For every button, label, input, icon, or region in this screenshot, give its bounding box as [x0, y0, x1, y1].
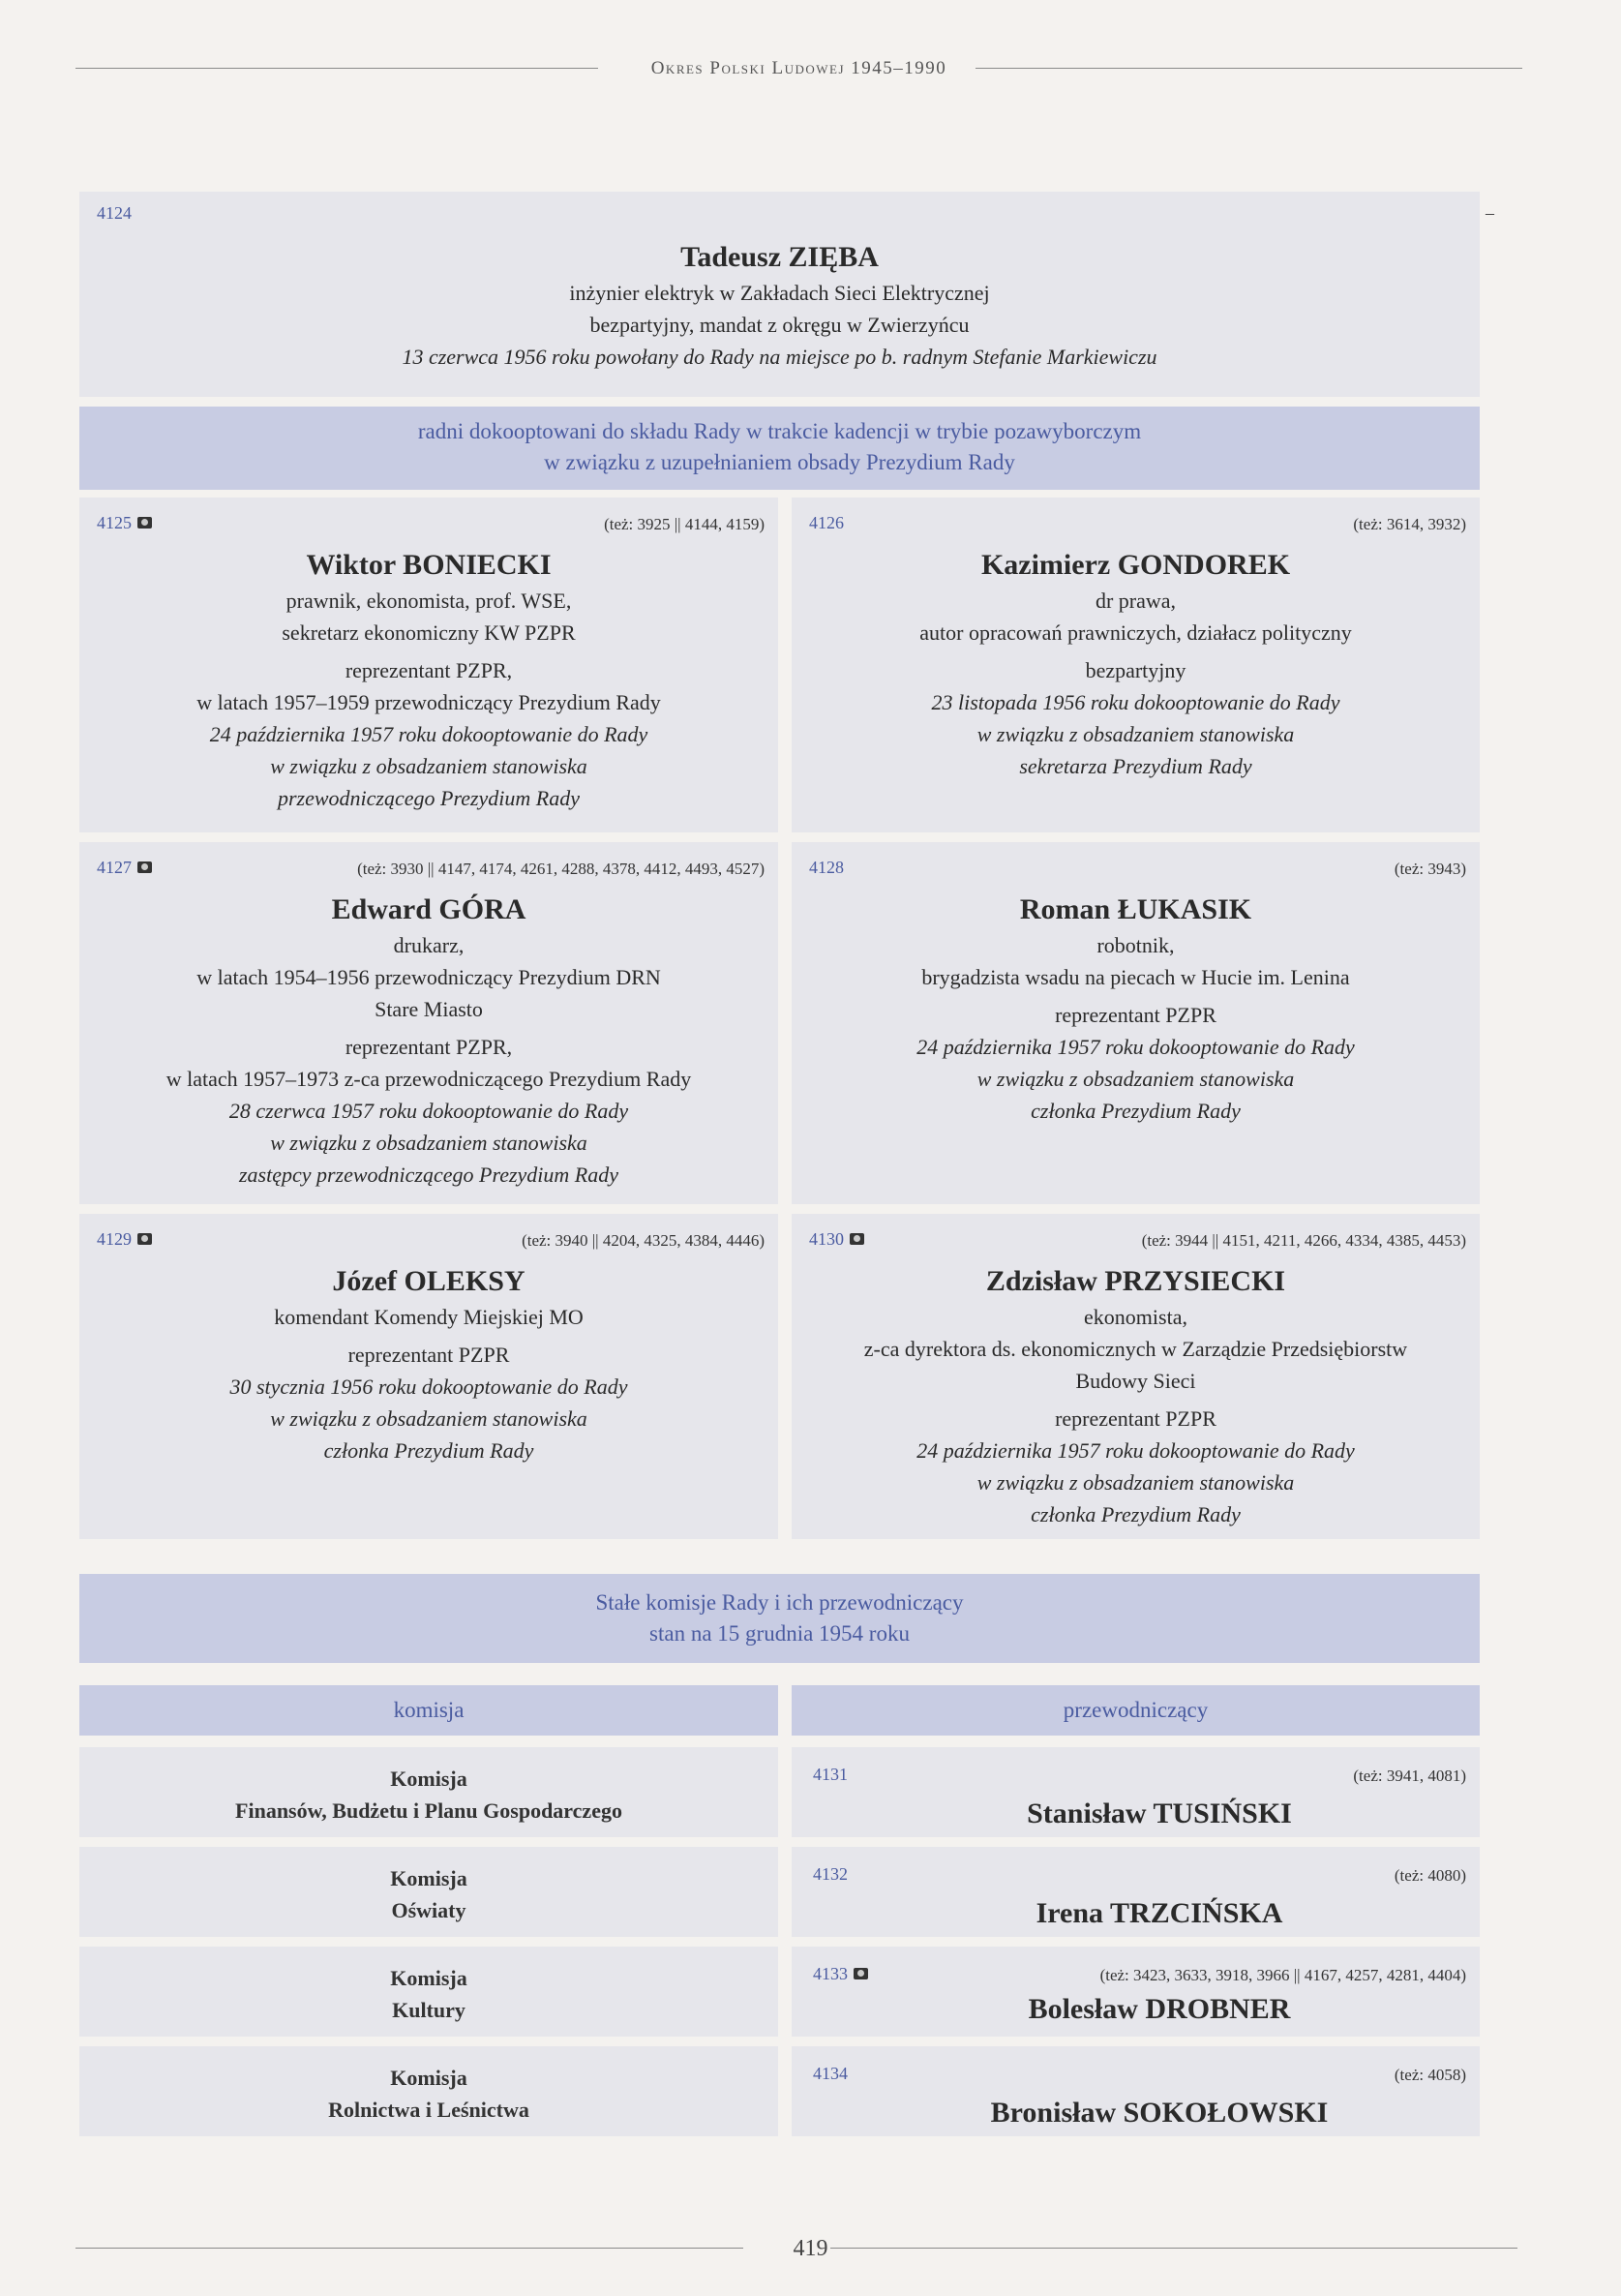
cross-reference: (też: 4058): [1394, 2066, 1466, 2084]
cooptation-note: w związku z obsadzaniem stanowiska: [976, 1470, 1295, 1495]
person-name: Roman ŁUKASIK: [1019, 893, 1252, 925]
chair-name: Bolesław DROBNER: [1028, 1993, 1291, 2025]
chair-name: Irena TRZCIŃSKA: [1036, 1897, 1283, 1929]
entry-body: [792, 891, 1480, 1127]
occupation-line: autor opracowań prawniczych, działacz polityczny: [919, 620, 1352, 645]
dash: –: [1486, 203, 1494, 223]
cooptation-note: przewodniczącego Prezydium Rady: [277, 786, 580, 810]
cooptation-note: członka Prezydium Rady: [323, 1438, 534, 1463]
occupation-line: brygadzista wsadu na piecach w Hucie im. Lenina: [921, 965, 1350, 989]
band-line-1: radni dokooptowani do składu Rady w trakcie kadencji w trybie pozawyborczym: [417, 419, 1142, 443]
appointment-note: 13 czerwca 1956 roku powołany do Rady na miejsce po b. radnym Stefanie Markiewiczu: [402, 345, 1157, 369]
occupation-line: Budowy Sieci: [1075, 1369, 1196, 1393]
entry-number: 4132: [813, 1864, 848, 1884]
page-number: 419: [793, 2236, 828, 2261]
band2-line-2: stan na 15 grudnia 1954 roku: [649, 1621, 910, 1646]
person-name: Kazimierz GONDOREK: [980, 549, 1291, 581]
party-line: reprezentant PZPR,: [345, 1035, 513, 1059]
cooptation-note: w związku z obsadzaniem stanowiska: [270, 754, 587, 778]
cross-reference: (też: 3944 || 4151, 4211, 4266, 4334, 4385, 4453): [1141, 1231, 1466, 1250]
entry-4124-body: [79, 238, 1480, 373]
party-line: w latach 1957–1959 przewodniczący Prezydium Rady: [196, 690, 661, 714]
entry-number: 4126: [809, 513, 844, 532]
party-line: reprezentant PZPR: [1055, 1003, 1216, 1027]
occupation-line: w latach 1954–1956 przewodniczący Prezydium DRN: [196, 965, 661, 989]
cross-reference: (też: 4080): [1394, 1866, 1466, 1885]
entry-body: [79, 891, 778, 1191]
party-line: w latach 1957–1973 z-ca przewodniczącego Prezydium Rady: [165, 1067, 692, 1091]
cooptation-note: 24 października 1957 roku dokooptowanie do Rady: [916, 1035, 1355, 1059]
entry-number: 4129: [97, 1229, 152, 1250]
cooptation-note: w związku z obsadzaniem stanowiska: [270, 1406, 587, 1431]
entry-number: 4127: [97, 858, 152, 878]
occupation-line: robotnik,: [1096, 933, 1175, 957]
entry-body: [79, 1262, 778, 1466]
person-name: Zdzisław PRZYSIECKI: [985, 1265, 1286, 1297]
cooptation-note: sekretarza Prezydium Rady: [1019, 754, 1252, 778]
entry-body: [792, 1262, 1480, 1530]
person-name: Tadeusz ZIĘBA: [680, 241, 879, 273]
camera-icon: [137, 861, 152, 873]
person-name: Józef OLEKSY: [332, 1265, 525, 1297]
party-line: reprezentant PZPR,: [345, 658, 513, 682]
cooptation-note: w związku z obsadzaniem stanowiska: [976, 722, 1295, 746]
occupation: inżynier elektryk w Zakładach Sieci Elektrycznej: [569, 281, 990, 305]
entry-number: 4133: [813, 1964, 868, 1984]
section-band-commissions: [79, 1574, 1480, 1663]
cooptation-note: 28 czerwca 1957 roku dokooptowanie do Rady: [228, 1099, 629, 1123]
entry-number: 4124: [97, 203, 132, 223]
commission-name: Komisja Finansów, Budżetu i Planu Gospodarczego: [235, 1767, 622, 1823]
cooptation-note: 30 stycznia 1956 roku dokooptowanie do Rady: [229, 1375, 628, 1399]
running-header-text: Okres Polski Ludowej 1945–1990: [650, 58, 947, 78]
cooptation-note: w związku z obsadzaniem stanowiska: [976, 1067, 1295, 1091]
cooptation-note: członka Prezydium Rady: [1031, 1099, 1241, 1123]
cross-reference: (też: 3930 || 4147, 4174, 4261, 4288, 4378, 4412, 4493, 4527): [357, 860, 765, 878]
running-header: [75, 58, 1522, 77]
section-band-coopted: [79, 407, 1480, 490]
cross-reference: (też: 3423, 3633, 3918, 3966 || 4167, 4257, 4281, 4404): [1099, 1966, 1466, 1984]
cooptation-note: 24 października 1957 roku dokooptowanie do Rady: [916, 1438, 1355, 1463]
commission-name: Komisja Oświaty: [390, 1866, 467, 1922]
cooptation-note: 23 listopada 1956 roku dokooptowanie do Rady: [931, 690, 1340, 714]
cross-reference: (też: 3943): [1394, 860, 1466, 878]
party-line: bezpartyjny: [1085, 658, 1186, 682]
column-header-commission: komisja: [79, 1685, 778, 1736]
entry-number: 4125: [97, 513, 152, 533]
band-line-2: w związku z uzupełnianiem obsady Prezydium Rady: [544, 450, 1015, 474]
occupation-line: Stare Miasto: [375, 997, 483, 1021]
entry-number: 4131: [813, 1765, 848, 1784]
occupation-line: dr prawa,: [1095, 589, 1177, 613]
party-line: reprezentant PZPR: [347, 1343, 510, 1367]
cross-reference: (też: 3941, 4081): [1353, 1767, 1466, 1785]
cross-reference: (też: 3940 || 4204, 4325, 4384, 4446): [522, 1231, 765, 1250]
cooptation-note: zastępcy przewodniczącego Prezydium Rady: [238, 1163, 619, 1187]
occupation-line: z-ca dyrektora ds. ekonomicznych w Zarządzie Przedsiębiorstw: [863, 1337, 1408, 1361]
cross-reference: (też: 3925 || 4144, 4159): [604, 515, 765, 533]
cooptation-note: członka Prezydium Rady: [1031, 1502, 1241, 1526]
cooptation-note: w związku z obsadzaniem stanowiska: [270, 1131, 587, 1155]
chair-name: Stanisław TUSIŃSKI: [1027, 1798, 1292, 1829]
entry-number: 4134: [813, 2064, 848, 2083]
occupation-line: ekonomista,: [1084, 1305, 1187, 1329]
party-line: reprezentant PZPR: [1055, 1406, 1216, 1431]
occupation-line: sekretarz ekonomiczny KW PZPR: [282, 620, 576, 645]
camera-icon: [854, 1968, 868, 1979]
entry-body: [79, 546, 778, 814]
commission-name: Komisja Kultury: [390, 1966, 467, 2022]
cooptation-note: 24 października 1957 roku dokooptowanie do Rady: [209, 722, 648, 746]
cross-reference: (też: 3614, 3932): [1353, 515, 1466, 533]
camera-icon: [850, 1233, 864, 1245]
camera-icon: [137, 1233, 152, 1245]
camera-icon: [137, 517, 152, 529]
chair-name: Bronisław SOKOŁOWSKI: [990, 2097, 1329, 2129]
occupation-line: drukarz,: [393, 933, 465, 957]
entry-body: [792, 546, 1480, 782]
column-header-chair: przewodniczący: [792, 1685, 1480, 1736]
commission-name: Komisja Rolnictwa i Leśnictwa: [328, 2066, 529, 2122]
occupation-line: komendant Komendy Miejskiej MO: [274, 1305, 584, 1329]
entry-number: 4130: [809, 1229, 864, 1250]
person-name: Wiktor BONIECKI: [306, 549, 552, 581]
party-line: bezpartyjny, mandat z okręgu w Zwierzyńcu: [589, 313, 970, 337]
entry-number: 4128: [809, 858, 844, 877]
band2-line-1: Stałe komisje Rady i ich przewodniczący: [595, 1590, 964, 1615]
occupation-line: prawnik, ekonomista, prof. WSE,: [285, 589, 572, 613]
person-name: Edward GÓRA: [331, 893, 526, 925]
